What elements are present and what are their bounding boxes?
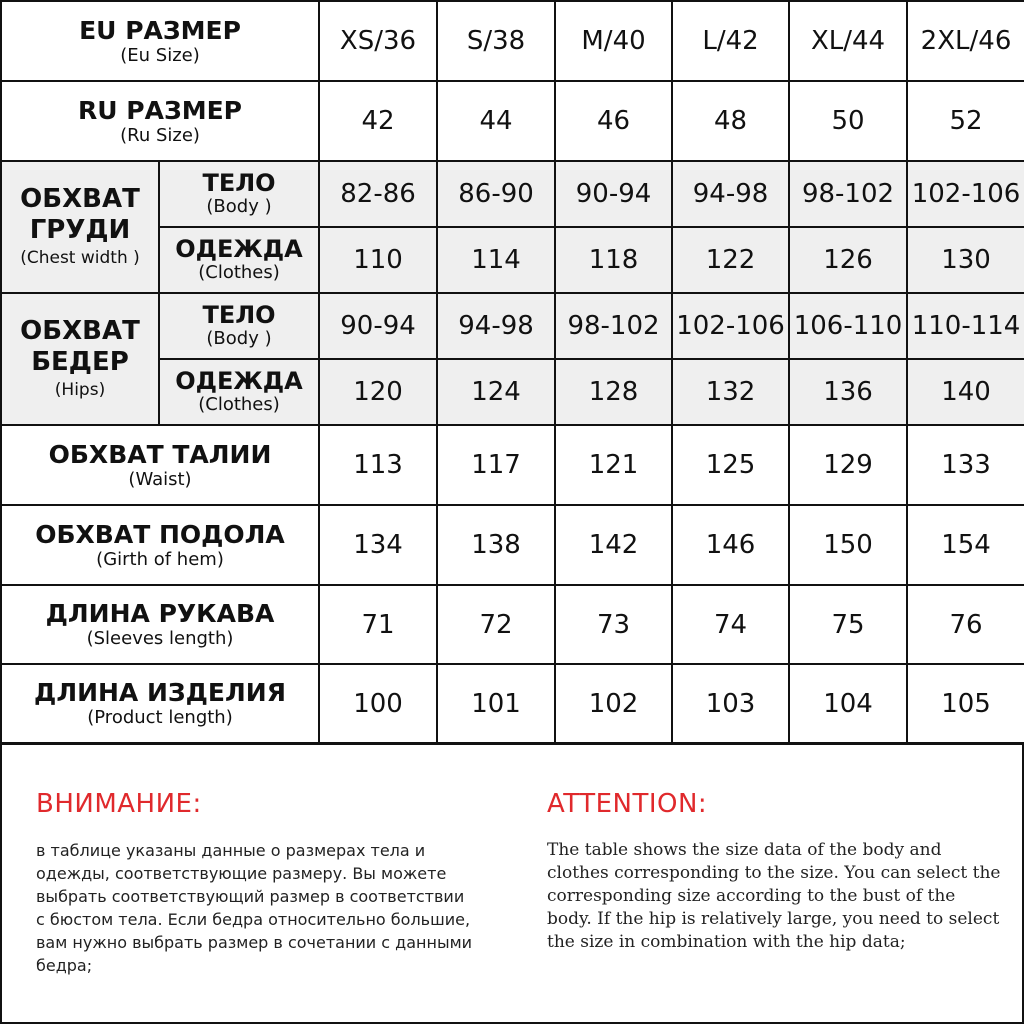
row-hem	[1, 505, 1024, 585]
value-cell: 154	[907, 505, 1024, 585]
note-body-en: The table shows the size data of the body and clothes corresponding to the size. You can select the corresponding size according to the bust of the body. If the hip is relatively large, you need to select the size in combination with the hip data;	[547, 840, 1001, 952]
value-cell: 120	[319, 359, 437, 425]
value-cell: 136	[789, 359, 907, 425]
value-cell: 102-106	[907, 161, 1024, 227]
sub-label: ТЕЛО	[202, 169, 276, 197]
note-ru	[36, 789, 476, 977]
value-cell: 106-110	[789, 293, 907, 359]
sub-sublabel: (Clothes)	[198, 394, 280, 415]
sub-label: ТЕЛО	[202, 301, 276, 329]
value-cell: 114	[437, 227, 555, 293]
value-cell: 104	[789, 664, 907, 743]
row-label: ОБХВАТ ТАЛИИ	[48, 439, 272, 469]
value-cell: 103	[672, 664, 789, 743]
value-cell: 110	[319, 227, 437, 293]
value-cell: 105	[907, 664, 1024, 743]
value-cell: 2XL/46	[907, 1, 1024, 81]
value-cell: 124	[437, 359, 555, 425]
value-cell: 110-114	[907, 293, 1024, 359]
value-cell: 46	[555, 81, 672, 161]
value-cell: 90-94	[319, 293, 437, 359]
value-cell: 146	[672, 505, 789, 585]
value-cell: 102-106	[672, 293, 789, 359]
value-cell: 142	[555, 505, 672, 585]
row-length	[1, 664, 1024, 743]
sub-label-cell	[159, 227, 319, 293]
note-en	[547, 789, 1002, 954]
group-label-line: ОБХВАТ	[20, 184, 140, 214]
row-waist	[1, 425, 1024, 505]
value-cell: 73	[555, 585, 672, 664]
value-cell: 75	[789, 585, 907, 664]
value-cell: 125	[672, 425, 789, 505]
row-sublabel: (Girth of hem)	[96, 548, 224, 570]
value-cell: XS/36	[319, 1, 437, 81]
row-label-cell	[1, 505, 319, 585]
sub-sublabel: (Clothes)	[198, 262, 280, 283]
value-cell: 113	[319, 425, 437, 505]
value-cell: 72	[437, 585, 555, 664]
row-ru-size	[1, 81, 1024, 161]
value-cell: 101	[437, 664, 555, 743]
row-sublabel: (Sleeves length)	[86, 628, 234, 649]
sub-label-cell	[159, 293, 319, 359]
row-label-cell	[1, 664, 319, 743]
row-chest-body	[1, 161, 1024, 227]
value-cell: 90-94	[555, 161, 672, 227]
value-cell: M/40	[555, 1, 672, 81]
value-cell: 102	[555, 664, 672, 743]
value-cell: 134	[319, 505, 437, 585]
value-cell: 128	[555, 359, 672, 425]
value-cell: 129	[789, 425, 907, 505]
sub-sublabel: (Body )	[206, 328, 272, 349]
value-cell: 117	[437, 425, 555, 505]
sub-label: ОДЕЖДА	[175, 235, 303, 263]
value-cell: 76	[907, 585, 1024, 664]
value-cell: 138	[437, 505, 555, 585]
sub-label: ОДЕЖДА	[175, 367, 303, 395]
notes-panel	[0, 742, 1024, 1024]
row-sublabel: (Waist)	[128, 468, 192, 490]
value-cell: 50	[789, 81, 907, 161]
group-label-line: БЕДЕР	[31, 347, 129, 377]
value-cell: 133	[907, 425, 1024, 505]
row-sublabel: (Product length)	[87, 707, 233, 728]
value-cell: 82-86	[319, 161, 437, 227]
value-cell: 122	[672, 227, 789, 293]
value-cell: 132	[672, 359, 789, 425]
value-cell: 44	[437, 81, 555, 161]
row-label: ДЛИНА ИЗДЕЛИЯ	[34, 678, 286, 707]
group-label-hips	[1, 293, 159, 425]
row-sublabel: (Eu Size)	[120, 44, 200, 66]
value-cell: 100	[319, 664, 437, 743]
row-hips-body	[1, 293, 1024, 359]
row-label-cell	[1, 1, 319, 81]
row-label: RU РАЗМЕР	[78, 95, 242, 125]
value-cell: 126	[789, 227, 907, 293]
note-body-ru: в таблице указаны данные о размерах тела и одежды, соответствующие размеру. Вы можете выбрать соответствующий размер в соответствии с бюстом тела. Если бедра относительно большие, вам нужно выбрать размер в сочетании с данными бедра;	[36, 841, 473, 975]
note-title-en: ATTENTION:	[547, 789, 708, 819]
row-label: EU РАЗМЕР	[79, 15, 241, 45]
value-cell: S/38	[437, 1, 555, 81]
value-cell: 48	[672, 81, 789, 161]
value-cell: 118	[555, 227, 672, 293]
value-cell: 52	[907, 81, 1024, 161]
row-label-cell	[1, 81, 319, 161]
row-label-cell	[1, 585, 319, 664]
row-label: ДЛИНА РУКАВА	[45, 599, 275, 628]
value-cell: 98-102	[555, 293, 672, 359]
row-sleeve	[1, 585, 1024, 664]
value-cell: 150	[789, 505, 907, 585]
value-cell: 121	[555, 425, 672, 505]
row-label-cell	[1, 425, 319, 505]
group-sublabel: (Hips)	[54, 380, 106, 400]
value-cell: L/42	[672, 1, 789, 81]
value-cell: 140	[907, 359, 1024, 425]
value-cell: XL/44	[789, 1, 907, 81]
group-label-line: ОБХВАТ	[20, 316, 140, 346]
sub-label-cell	[159, 161, 319, 227]
value-cell: 98-102	[789, 161, 907, 227]
value-cell: 94-98	[437, 293, 555, 359]
value-cell: 71	[319, 585, 437, 664]
value-cell: 130	[907, 227, 1024, 293]
value-cell: 86-90	[437, 161, 555, 227]
value-cell: 42	[319, 81, 437, 161]
row-label: ОБХВАТ ПОДОЛА	[35, 519, 285, 549]
row-sublabel: (Ru Size)	[120, 124, 200, 146]
note-title-ru: ВНИМАНИЕ:	[36, 789, 202, 819]
group-label-line: ГРУДИ	[29, 215, 131, 245]
value-cell: 94-98	[672, 161, 789, 227]
sub-label-cell	[159, 359, 319, 425]
group-label-chest	[1, 161, 159, 293]
value-cell: 74	[672, 585, 789, 664]
sub-sublabel: (Body )	[206, 196, 272, 217]
group-sublabel: (Chest width )	[20, 248, 140, 268]
row-eu-size	[1, 1, 1024, 81]
